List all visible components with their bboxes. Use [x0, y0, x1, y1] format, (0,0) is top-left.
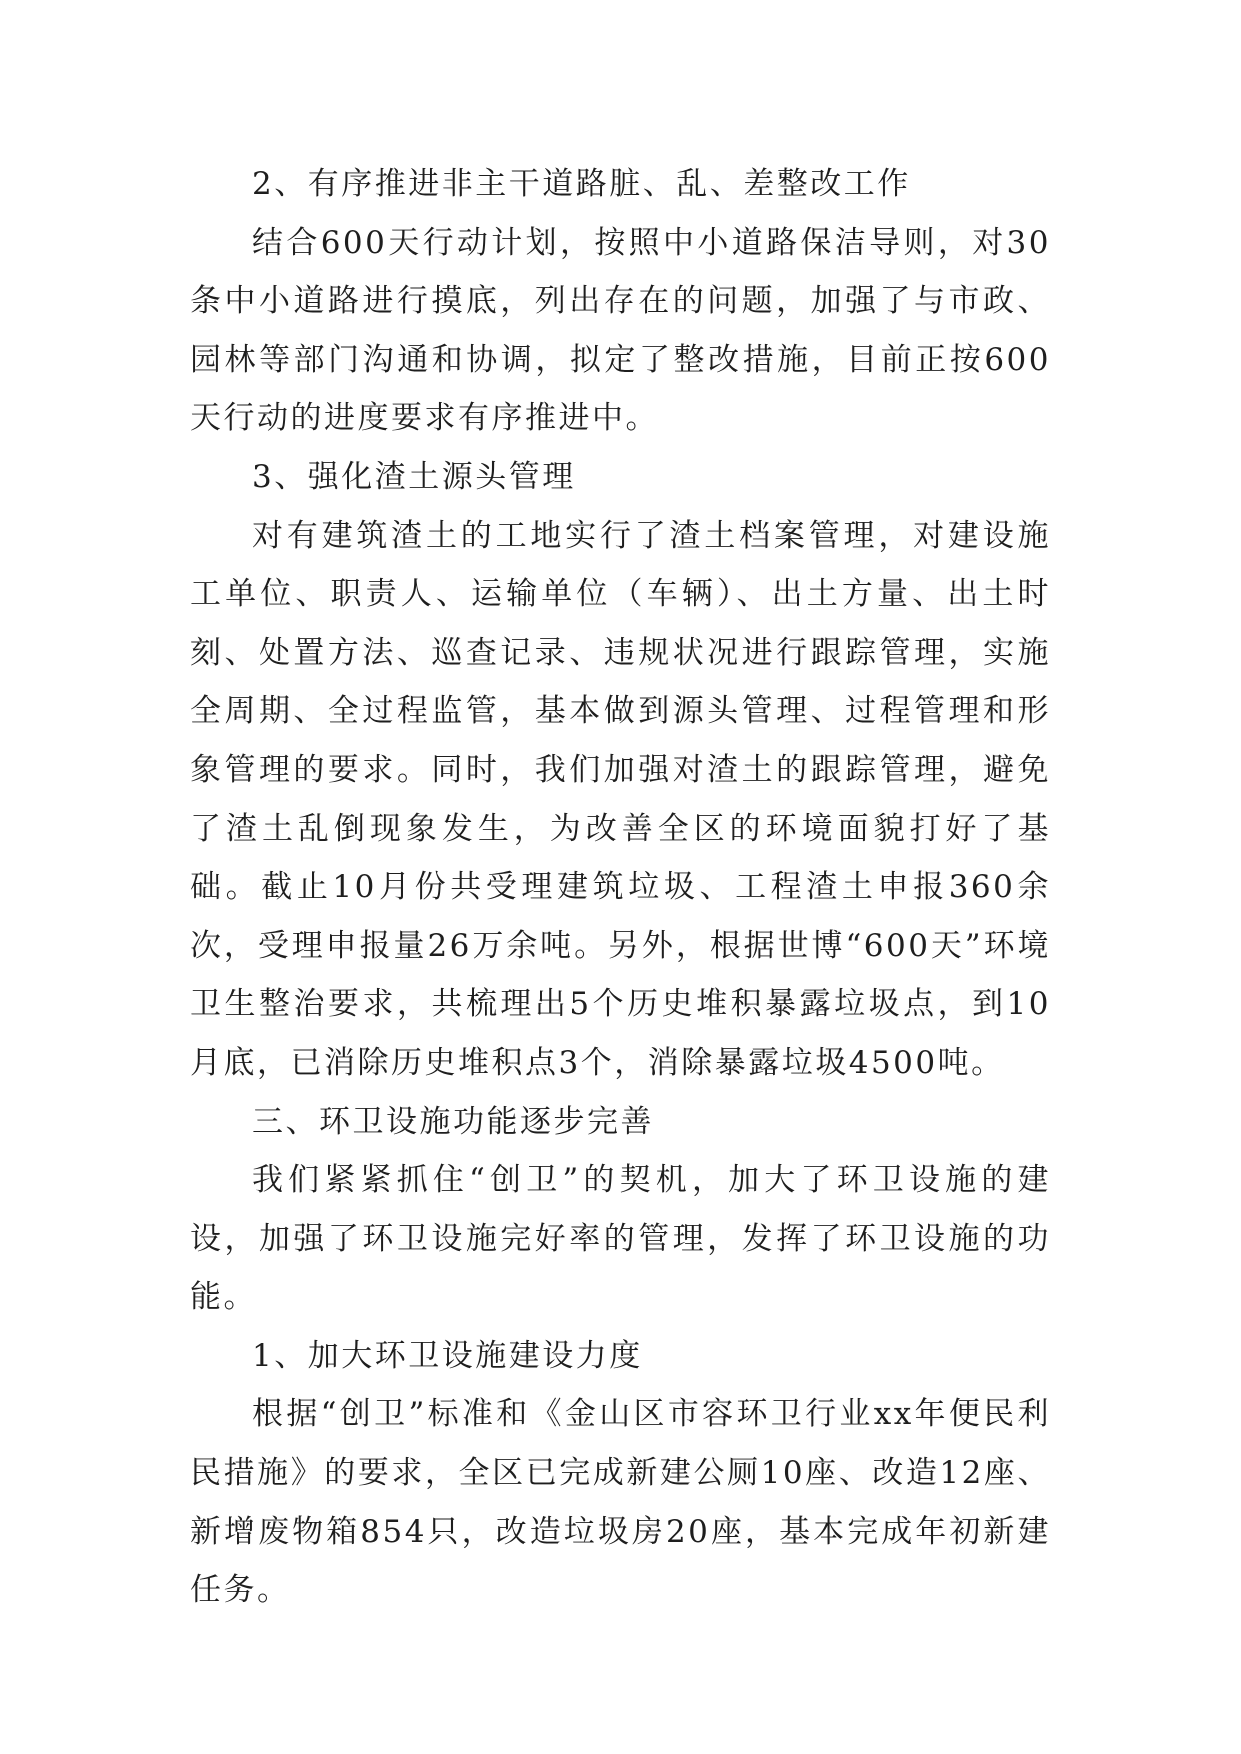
heading-section-1: 1、加大环卫设施建设力度: [252, 1337, 643, 1374]
body-paragraph: 结合600天行动计划，按照中小道路保洁导则，对30条中小道路进行摸底，列出存在的问题，加强了与市政、园林等部门沟通和协调，拟定了整改措施，目前正按600天行动的进度要求有序推进中。: [190, 224, 1051, 437]
body-paragraph: 我们紧紧抓住“创卫”的契机，加大了环卫设施的建设，加强了环卫设施完好率的管理，发挥了环卫设施的功能。: [190, 1162, 1051, 1316]
heading-part-three: 三、环卫设施功能逐步完善: [252, 1103, 654, 1140]
heading-section-2: 2、有序推进非主干道路脏、乱、差整改工作: [252, 166, 911, 202]
body-paragraph: 根据“创卫”标准和《金山区市容环卫行业xx年便民利民措施》的要求，全区已完成新建公厕10座、改造12座、新增废物箱854只，改造垃圾房20座，基本完成年初新建任务。: [190, 1396, 1051, 1609]
document-body: [190, 155, 1051, 1620]
body-paragraph: 对有建筑渣土的工地实行了渣土档案管理，对建设施工单位、职责人、运输单位（车辆）、出土方量、出土时刻、处置方法、巡查记录、违规状况进行跟踪管理，实施全周期、全过程监管，基本做到源头管理、过程管理和形象管理的要求。同时，我们加强对渣土的跟踪管理，避免了渣土乱倒现象发生，为改善全区的环境面貌打好了基础。截止10月份共受理建筑垃圾、工程渣土申报360余次，受理申报量26万余吨。另外，根据世博“600天”环境卫生整治要求，共梳理出5个历史堆积暴露垃圾点，到10月底，已消除历史堆积点3个，消除暴露垃圾4500吨。: [190, 517, 1051, 1081]
heading-section-3: 3、强化渣土源头管理: [252, 458, 576, 495]
